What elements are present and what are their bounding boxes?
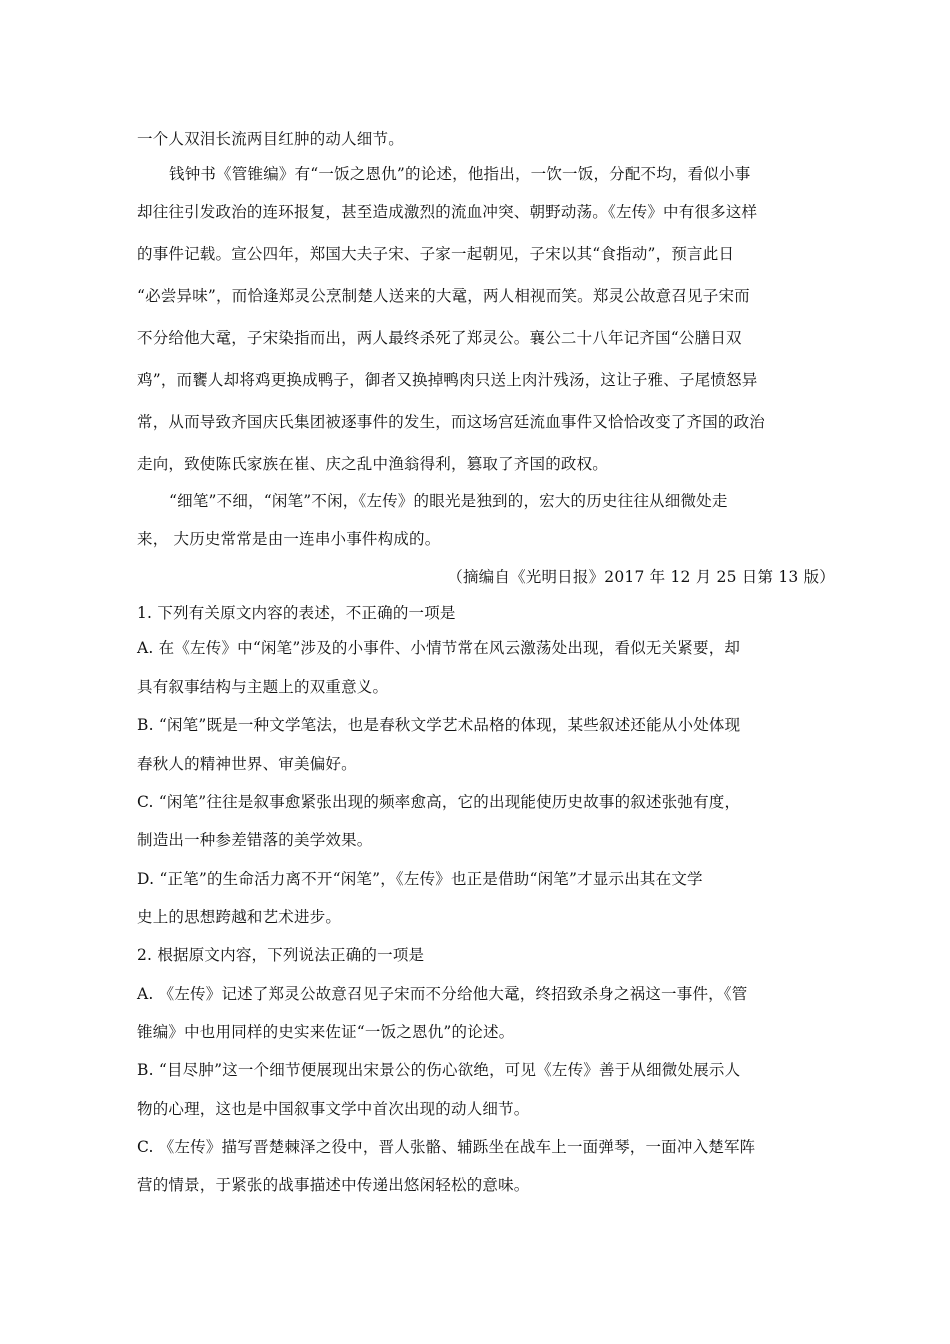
question-2-option-a-cont: 锥编》中也用同样的史实来佐证“一饭之恩仇”的论述。 (137, 1023, 515, 1041)
passage-line: 常，从而导致齐国庆氏集团被逐事件的发生，而这场宫廷流血事件又恰恰改变了齐国的政治 (137, 413, 766, 431)
question-1-option-b: B. “闲笔”既是一种文学笔法，也是春秋文学艺术品格的体现，某些叙述还能从小处体现 (137, 716, 741, 734)
passage-line: 不分给他大鼋，子宋染指而出，两人最终杀死了郑灵公。襄公二十八年记齐国“公膳日双 (137, 329, 742, 347)
question-1-option-b-cont: 春秋人的精神世界、审美偏好。 (137, 755, 357, 773)
question-2-option-a: A. 《左传》记述了郑灵公故意召见子宋而不分给他大鼋，终招致杀身之祸这一事件，《管 (137, 985, 748, 1003)
source-citation: （摘编自《光明日报》2017 年 12 月 25 日第 13 版） (447, 568, 835, 586)
passage-line: 走向，致使陈氏家族在崔、庆之乱中渔翁得利，篡取了齐国的政权。 (137, 455, 609, 473)
question-1-option-a-cont: 具有叙事结构与主题上的双重意义。 (137, 678, 389, 696)
question-1-option-d: D. “正笔”的生命活力离不开“闲笔”，《左传》也正是借助“闲笔”才显示出其在文学 (137, 870, 703, 888)
question-2-stem: 2. 根据原文内容，下列说法正确的一项是 (137, 946, 425, 964)
passage-line: “细笔”不细，“闲笔”不闲，《左传》的眼光是独到的，宏大的历史往往从细微处走 (169, 492, 728, 510)
question-2-option-b-cont: 物的心理，这也是中国叙事文学中首次出现的动人细节。 (137, 1100, 530, 1118)
passage-line: 来， 大历史常常是由一连串小事件构成的。 (137, 530, 441, 548)
passage-line: 钱钟书《管锥编》有“一饭之恩仇”的论述，他指出，一饮一饭，分配不均，看似小事 (169, 165, 751, 183)
passage-line: 却往往引发政治的连环报复，甚至造成激烈的流血冲突、朝野动荡。《左传》中有很多这样 (137, 203, 758, 221)
passage-line: 的事件记载。宣公四年，郑国大夫子宋、子家一起朝见，子宋以其“食指动”，预言此日 (137, 245, 735, 263)
question-1-option-a: A. 在《左传》中“闲笔”涉及的小事件、小情节常在风云激荡处出现，看似无关紧要，却 (137, 639, 741, 657)
passage-line: “必尝异味”，而恰逢郑灵公烹制楚人送来的大鼋，两人相视而笑。郑灵公故意召见子宋而 (137, 287, 750, 305)
question-2-option-c-cont: 营的情景，于紧张的战事描述中传递出悠闲轻松的意味。 (137, 1176, 530, 1194)
question-1-option-d-cont: 史上的思想跨越和艺术进步。 (137, 908, 342, 926)
question-2-option-c: C. 《左传》描写晋楚棘泽之役中，晋人张骼、辅跞坐在战车上一面弹琴，一面冲入楚军阵 (137, 1138, 756, 1156)
question-1-option-c: C. “闲笔”往往是叙事愈紧张出现的频率愈高，它的出现能使历史故事的叙述张弛有度， (137, 793, 741, 811)
passage-line: 鸡”，而饔人却将鸡更换成鸭子，御者又换掉鸭肉只送上肉汁残汤，这让子雅、子尾愤怒异 (137, 371, 758, 389)
question-1-stem: 1. 下列有关原文内容的表述，不正确的一项是 (137, 604, 456, 622)
question-2-option-b: B. “目尽肿”这一个细节便展现出宋景公的伤心欲绝，可见《左传》善于从细微处展示人 (137, 1061, 741, 1079)
question-1-option-c-cont: 制造出一种参差错落的美学效果。 (137, 831, 373, 849)
passage-line: 一个人双泪长流两目红肿的动人细节。 (137, 130, 404, 148)
